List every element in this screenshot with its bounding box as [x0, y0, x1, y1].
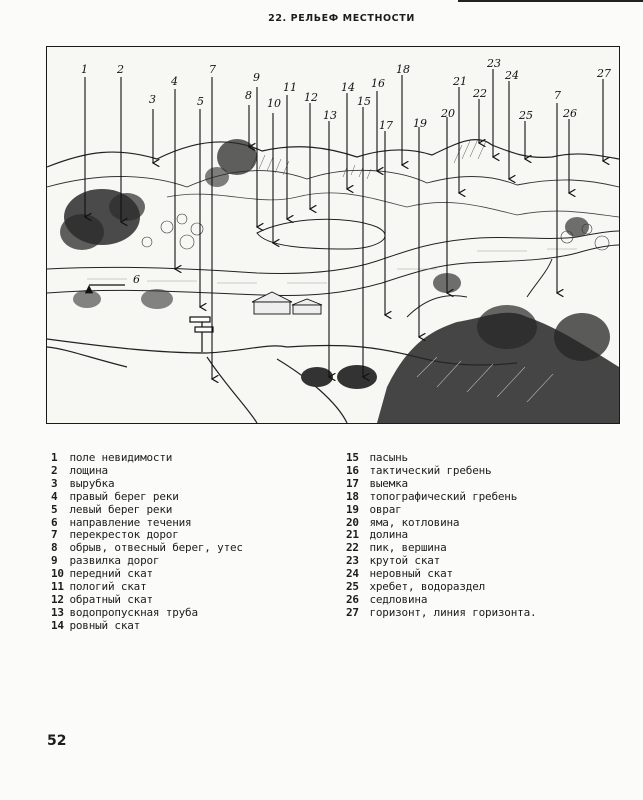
- legend-right-column: [346, 452, 536, 620]
- legend-label: перекресток дорог: [69, 528, 179, 542]
- legend-num: 16: [346, 463, 359, 477]
- callout-23: 23: [487, 57, 501, 70]
- legend-num: 3: [51, 476, 58, 490]
- legend-label: передний скат: [69, 567, 153, 581]
- legend-label: долина: [369, 528, 408, 542]
- legend-label: топографический гребень: [369, 489, 518, 503]
- legend-label: пасынь: [369, 451, 408, 464]
- callout-14: 14: [341, 81, 355, 94]
- legend-label: неровный скат: [369, 567, 453, 581]
- callout-13: 13: [323, 109, 337, 122]
- callout-24: 24: [505, 69, 519, 82]
- legend-label: водопропускная труба: [69, 605, 198, 619]
- legend-num: 9: [51, 554, 58, 568]
- legend-num: 13: [51, 605, 64, 619]
- signpost: [190, 317, 213, 352]
- legend-label: правый берег реки: [69, 489, 179, 503]
- legend-label: хребет, водораздел: [369, 580, 486, 594]
- legend-label: вырубка: [69, 476, 115, 490]
- legend-label: яма, котловина: [369, 515, 460, 529]
- callout-7-second: 7: [554, 89, 561, 102]
- legend-left-column: [51, 452, 243, 633]
- callout-8: 8: [245, 89, 252, 102]
- legend-label: пик, вершина: [369, 541, 447, 555]
- callout-20: 20: [441, 107, 455, 120]
- legend-num: 14: [51, 618, 64, 632]
- callout-12: 12: [304, 91, 318, 104]
- legend-num: 25: [346, 580, 359, 594]
- callout-7: 7: [209, 63, 216, 76]
- callout-22: 22: [473, 87, 487, 100]
- legend-num: 24: [346, 567, 359, 581]
- callout-2: 2: [117, 63, 124, 76]
- legend-item: [51, 620, 243, 633]
- legend-num: 12: [51, 592, 64, 606]
- legend-num: 6: [51, 515, 58, 529]
- legend-num: 5: [51, 502, 58, 516]
- legend-label: ровный скат: [69, 618, 141, 632]
- callout-labels: [81, 57, 611, 286]
- legend-num: 23: [346, 554, 359, 568]
- legend-label: направление течения: [69, 515, 192, 529]
- legend-num: 21: [346, 528, 359, 542]
- callout-16: 16: [371, 77, 385, 90]
- legend-label: седловина: [369, 592, 428, 606]
- legend-label: левый берег реки: [69, 502, 173, 516]
- legend-label: крутой скат: [369, 554, 441, 568]
- forest-left: [60, 139, 257, 250]
- legend-num: 18: [346, 489, 359, 503]
- legend-num: 22: [346, 541, 359, 555]
- legend-label: обрыв, отвесный берег, утес: [69, 541, 243, 555]
- legend-label: выемка: [369, 476, 408, 490]
- legend-num: 20: [346, 515, 359, 529]
- callout-18: 18: [396, 63, 410, 76]
- callout-17: 17: [379, 119, 393, 132]
- terrain-drawing: [47, 47, 619, 423]
- legend-label: обратный скат: [69, 592, 153, 606]
- horizon-line: [47, 140, 619, 167]
- legend-num: 8: [51, 541, 58, 555]
- legend-num: 15: [346, 451, 359, 464]
- cliff-foreground: [377, 305, 619, 423]
- callout-21: 21: [453, 75, 467, 88]
- page-header: [0, 13, 643, 24]
- legend-num: 11: [51, 580, 64, 594]
- legend-label: овраг: [369, 502, 402, 516]
- callout-26: 26: [563, 107, 577, 120]
- corner-rule: [458, 0, 643, 2]
- legend-label: лощина: [69, 463, 108, 477]
- legend-num: 26: [346, 592, 359, 606]
- callout-6: 6: [133, 273, 140, 286]
- legend-label: развилка дорог: [69, 554, 160, 568]
- legend-item: [346, 607, 536, 620]
- legend-num: 10: [51, 567, 64, 581]
- callout-4: 4: [171, 75, 178, 88]
- legend-num: 4: [51, 489, 58, 503]
- terrain-illustration: [46, 46, 620, 424]
- legend-num: 7: [51, 528, 58, 542]
- callout-15: 15: [357, 95, 371, 108]
- legend-num: 27: [346, 605, 359, 619]
- callout-1: 1: [81, 63, 88, 76]
- callout-9: 9: [253, 71, 260, 84]
- callout-25: 25: [519, 109, 533, 122]
- legend-num: 2: [51, 463, 58, 477]
- page-number: 52: [47, 733, 67, 749]
- callout-27: 27: [597, 67, 611, 80]
- callout-19: 19: [413, 117, 427, 130]
- legend-label: горизонт, линия горизонта.: [369, 605, 537, 619]
- callout-3: 3: [149, 93, 156, 106]
- legend-num: 17: [346, 476, 359, 490]
- legend-num: 19: [346, 502, 359, 516]
- legend-label: поле невидимости: [69, 451, 173, 464]
- callout-5: 5: [197, 95, 204, 108]
- legend-num: 1: [51, 451, 58, 464]
- legend-label: тактический гребень: [369, 463, 492, 477]
- callout-11: 11: [283, 81, 297, 94]
- page-title: 22. РЕЛЬЕФ МЕСТНОСТИ: [268, 13, 415, 24]
- callout-10: 10: [267, 97, 281, 110]
- legend-label: пологий скат: [69, 580, 147, 594]
